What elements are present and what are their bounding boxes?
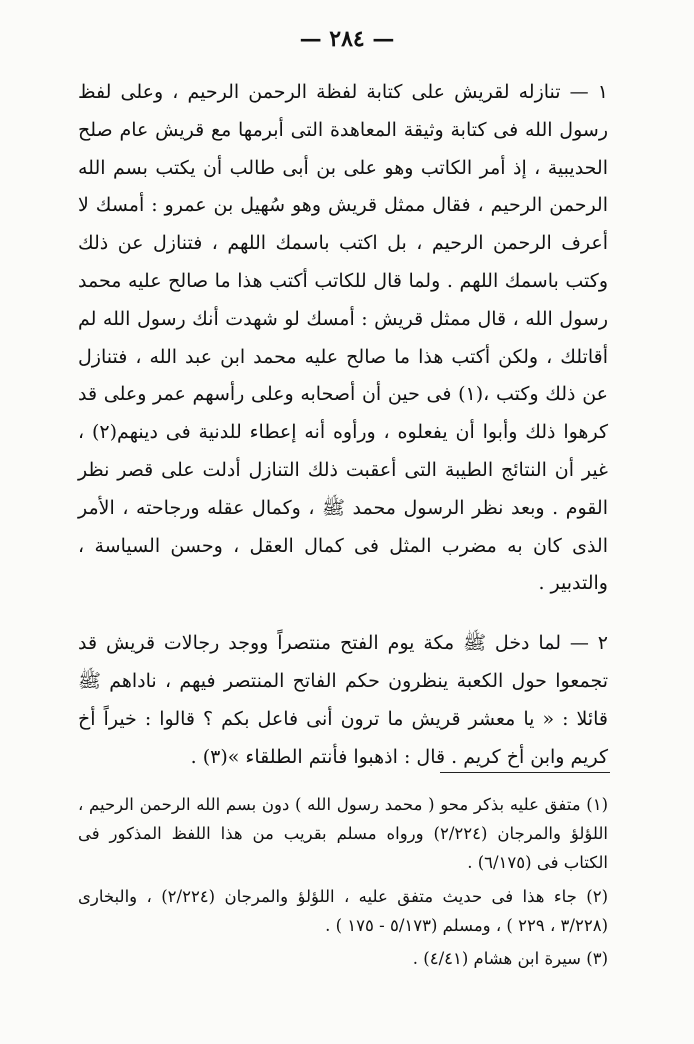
- footnote-2: (٢) جاء هذا فى حديث متفق عليه ، اللؤلؤ والمرجان (٢/٢٢٤) ، والبخارى (٣/٢٢٨ ، ٢٢٩ ) ، ومسلم (٥/١٧٣ - ١٧٥ ) .: [78, 886, 609, 935]
- paragraph-1: ١ — تنازله لقريش على كتابة لفظة الرحمن الرحيم ، وعلى لفظ رسول الله فى كتابة وثيقة المعاهدة التى أبرمها مع قريش عام صلح الحديبية ، إذ أمر الكاتب وهو على بن أبى طالب أن يكتب بسم الله الرحمن الرحيم ، فقال ممثل قريش وهو سُهيل بن عمرو : أمسك لا أعرف الرحمن الرحيم ، بل اكتب باسمك اللهم ، فتنازل عن ذلك وكتب باسمك اللهم . ولما قال للكاتب أكتب هذا ما صالح عليه محمد رسول الله ، قال ممثل قريش : أمسك لو شهدت أنك رسول الله لم أقاتلك ، ولكن أكتب هذا ما صالح عليه محمد ابن عبد الله ، فتنازل عن ذلك وكتب ،(١) فى حين أن أصحابه وعلى رأسهم عمر وعلى قد كرهوا ذلك وأبوا أن يفعلوه ، ورأوه أنه إعطاء للدنية فى دينهم(٢) ، غير أن النتائج الطيبة التى أعقبت ذلك التنازل أدلت على قصر نظر القوم . وبعد نظر الرسول محمد ﷺ ، وكمال عقله ورجاحته ، الأمر الذى كان به مضرب المثل فى كمال العقل ، وحسن السياسة ، والتدبير .: [78, 81, 609, 595]
- page-number: — ٢٨٤ —: [299, 26, 395, 52]
- footnote-1: (١) متفق عليه بذكر محو ( محمد رسول الله ) دون بسم الله الرحمن الرحيم ، اللؤلؤ والمرجان (٢/٢٢٤) ورواه مسلم بقريب من هذا اللفظ المذكور فى الكتاب فى (٦/١٧٥) .: [78, 795, 608, 873]
- paragraph-2: ٢ — لما دخل ﷺ مكة يوم الفتح منتصراً ووجد رجالات قريش قد تجمعوا حول الكعبة ينظرون حكم الفاتح المنتصر فيهم ، ناداهم ﷺ قائلا : « يا معشر قريش ما ترون أنى فاعل بكم ؟ قالوا : خيراً أخ كريم وابن أخ كريم . قال : اذهبوا فأنتم الطلقاء »(٣) .: [78, 632, 608, 768]
- footnote-3: (٣) سيرة ابن هشام (٤/٤١) .: [412, 949, 608, 969]
- main-text: [78, 74, 608, 776]
- footnotes: [78, 790, 608, 973]
- footnote-divider: [440, 772, 610, 773]
